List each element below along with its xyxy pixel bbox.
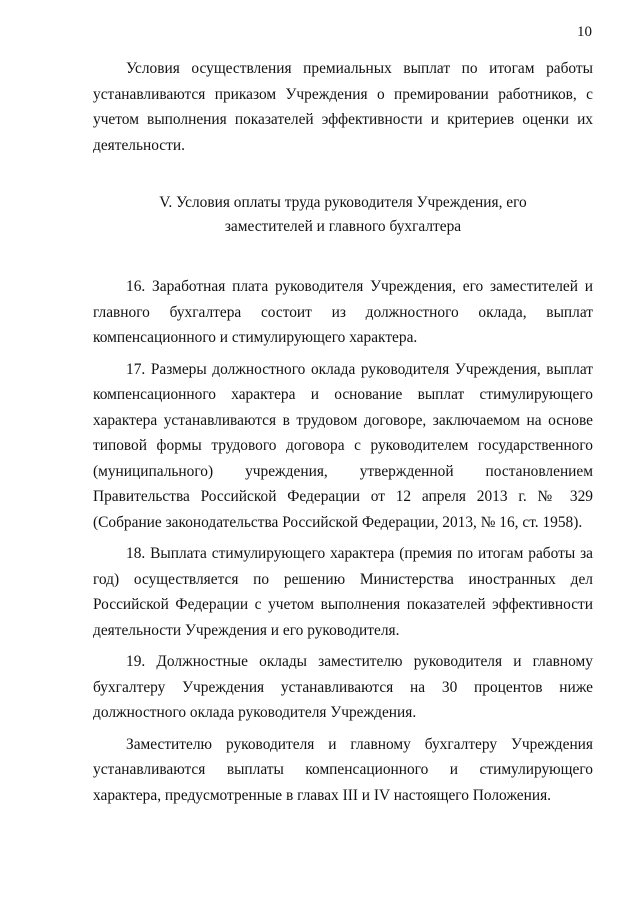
section-heading	[93, 191, 593, 239]
page-number: 10	[577, 24, 592, 40]
section-heading-line-1: V. Условия оплаты труда руководителя Учреждения, его	[159, 194, 527, 211]
paragraph-19: 19. Должностные оклады заместителю руководителя и главному бухгалтеру Учреждения устанавливаются на 30 процентов ниже должностного оклада руководителя Учреждения.	[93, 653, 593, 721]
intro-paragraph: Условия осуществления премиальных выплат по итогам работы устанавливаются приказом Учреждения о премировании работников, с учетом выполнения показателей эффективности и критериев оценки их деятельности.	[93, 60, 593, 154]
paragraph-deputies-payments: Заместителю руководителя и главному бухгалтеру Учреждения устанавливаются выплаты компенсационного и стимулирующего характера, предусмотренные в главах III и IV настоящего Положения.	[93, 735, 593, 804]
paragraph-18: 18. Выплата стимулирующего характера (премия по итогам работы за год) осуществляется по решению Министерства иностранных дел Российской Федерации с учетом выполнения показателей эффективности деятельности Учреждения и его руководителя.	[93, 545, 593, 639]
section-heading-line-2: заместителей и главного бухгалтера	[224, 218, 462, 235]
document-body	[93, 56, 593, 808]
paragraph-17: 17. Размеры должностного оклада руководителя Учреждения, выплат компенсационного характера и основание выплат стимулирующего характера устанавливаются в трудовом договоре, заключаемом на основе типовой формы трудового договора с руководителем государственного (муниципального) учреждения, утвержденной постановлением Правительства Российской Федерации от 12 апреля 2013 г. № 329 (Собрание законодательства Российской Федерации, 2013, № 16, ст. 1958).	[93, 360, 593, 531]
paragraph-16: 16. Заработная плата руководителя Учреждения, его заместителей и главного бухгалтера состоит из должностного оклада, выплат компенсационного и стимулирующего характера.	[93, 278, 593, 346]
